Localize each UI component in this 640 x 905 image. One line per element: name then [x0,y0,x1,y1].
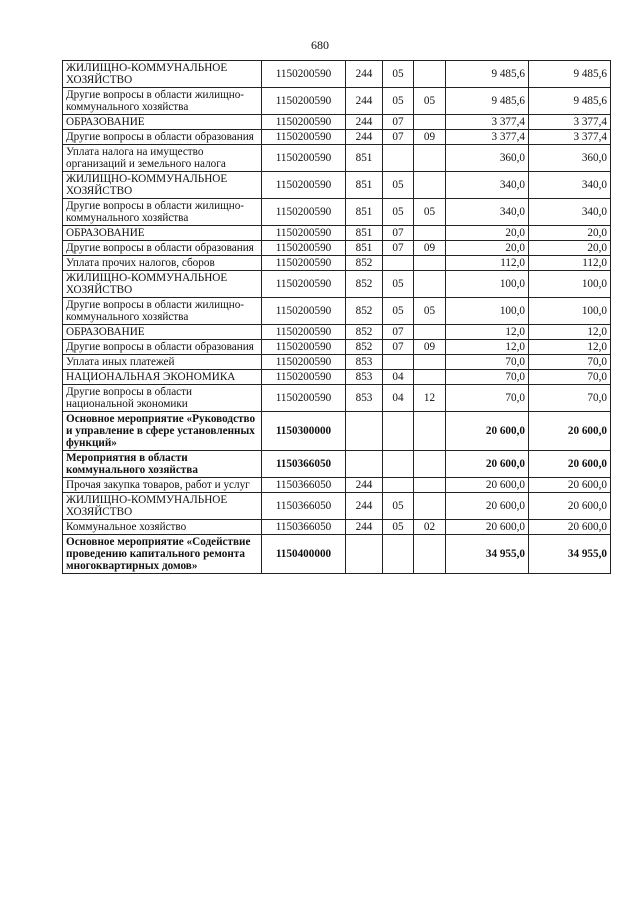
row-target-code: 1150366050 [262,451,346,478]
row-subsection [414,271,446,298]
row-subsection [414,535,446,574]
row-target-code: 1150366050 [262,478,346,493]
row-section: 04 [383,370,414,385]
row-amount-1: 20 600,0 [446,493,529,520]
row-amount-2: 20,0 [529,226,611,241]
row-amount-1: 34 955,0 [446,535,529,574]
row-expense-type [346,451,383,478]
row-amount-1: 12,0 [446,340,529,355]
table-row [63,61,611,88]
row-subsection: 05 [414,298,446,325]
row-amount-1: 360,0 [446,145,529,172]
row-subsection: 09 [414,130,446,145]
row-amount-2: 70,0 [529,355,611,370]
row-amount-2: 20 600,0 [529,493,611,520]
row-target-code: 1150200590 [262,199,346,226]
row-section: 05 [383,520,414,535]
row-name: Основное мероприятие «Содействие проведению капитального ремонта многоквартирных домов» [63,535,262,574]
row-expense-type: 853 [346,385,383,412]
row-expense-type: 852 [346,298,383,325]
row-subsection [414,493,446,520]
table-row [63,130,611,145]
row-amount-2: 112,0 [529,256,611,271]
row-section: 07 [383,130,414,145]
page-number: 680 [311,38,329,52]
row-name: ОБРАЗОВАНИЕ [63,325,262,340]
row-expense-type: 244 [346,130,383,145]
row-amount-1: 340,0 [446,199,529,226]
row-amount-2: 20 600,0 [529,451,611,478]
row-section [383,535,414,574]
row-amount-2: 340,0 [529,172,611,199]
row-amount-2: 9 485,6 [529,88,611,115]
row-amount-2: 9 485,6 [529,61,611,88]
row-name: ЖИЛИЩНО-КОММУНАЛЬНОЕ ХОЗЯЙСТВО [63,493,262,520]
row-target-code: 1150200590 [262,271,346,298]
table-row [63,478,611,493]
row-amount-1: 100,0 [446,271,529,298]
row-amount-2: 12,0 [529,340,611,355]
table-row [63,172,611,199]
row-amount-1: 20 600,0 [446,451,529,478]
row-target-code: 1150400000 [262,535,346,574]
row-expense-type: 852 [346,325,383,340]
row-target-code: 1150200590 [262,256,346,271]
row-expense-type: 244 [346,520,383,535]
table-row [63,115,611,130]
row-name: ОБРАЗОВАНИЕ [63,115,262,130]
table-row [63,451,611,478]
row-expense-type: 851 [346,172,383,199]
row-name: Другие вопросы в области жилищно-коммунального хозяйства [63,199,262,226]
row-name: Другие вопросы в области жилищно-коммунального хозяйства [63,298,262,325]
row-section: 07 [383,115,414,130]
row-section [383,412,414,451]
row-name: Уплата прочих налогов, сборов [63,256,262,271]
row-subsection: 05 [414,199,446,226]
row-amount-2: 3 377,4 [529,130,611,145]
table-row [63,88,611,115]
row-name: Мероприятия в области коммунального хозяйства [63,451,262,478]
row-name: ОБРАЗОВАНИЕ [63,226,262,241]
row-expense-type: 851 [346,145,383,172]
table-row [63,256,611,271]
table-row [63,298,611,325]
row-amount-1: 340,0 [446,172,529,199]
table-row [63,385,611,412]
row-amount-2: 12,0 [529,325,611,340]
row-target-code: 1150200590 [262,241,346,256]
row-expense-type: 852 [346,256,383,271]
row-section: 07 [383,340,414,355]
row-target-code: 1150366050 [262,493,346,520]
row-amount-2: 100,0 [529,271,611,298]
row-name: Другие вопросы в области образования [63,130,262,145]
row-expense-type: 853 [346,370,383,385]
row-section: 05 [383,172,414,199]
row-amount-2: 20,0 [529,241,611,256]
row-subsection [414,412,446,451]
row-expense-type: 851 [346,241,383,256]
row-amount-1: 70,0 [446,355,529,370]
row-amount-2: 100,0 [529,298,611,325]
table-row [63,325,611,340]
row-expense-type: 851 [346,199,383,226]
table-row [63,340,611,355]
row-amount-1: 70,0 [446,370,529,385]
row-target-code: 1150200590 [262,145,346,172]
budget-table [62,60,611,574]
table-row [63,241,611,256]
row-expense-type: 244 [346,61,383,88]
row-name: Другие вопросы в области национальной экономики [63,385,262,412]
row-name: Основное мероприятие «Руководство и управление в сфере установленных функций» [63,412,262,451]
row-name: Уплата налога на имущество организаций и земельного налога [63,145,262,172]
row-section: 05 [383,271,414,298]
row-amount-1: 9 485,6 [446,88,529,115]
row-amount-2: 20 600,0 [529,412,611,451]
row-section: 07 [383,325,414,340]
row-target-code: 1150200590 [262,298,346,325]
table-row [63,271,611,298]
row-target-code: 1150200590 [262,226,346,241]
table-row [63,199,611,226]
row-name: Уплата иных платежей [63,355,262,370]
row-amount-1: 20 600,0 [446,520,529,535]
row-amount-1: 20 600,0 [446,412,529,451]
row-amount-2: 70,0 [529,370,611,385]
row-section [383,478,414,493]
row-subsection [414,145,446,172]
row-subsection [414,226,446,241]
row-amount-2: 70,0 [529,385,611,412]
row-section: 07 [383,226,414,241]
row-subsection [414,115,446,130]
row-amount-2: 20 600,0 [529,478,611,493]
row-amount-2: 34 955,0 [529,535,611,574]
row-section: 04 [383,385,414,412]
row-expense-type: 244 [346,478,383,493]
row-amount-2: 20 600,0 [529,520,611,535]
row-subsection: 12 [414,385,446,412]
row-name: Другие вопросы в области образования [63,340,262,355]
row-section [383,145,414,172]
row-section [383,451,414,478]
row-target-code: 1150200590 [262,130,346,145]
row-section: 05 [383,493,414,520]
row-amount-1: 20,0 [446,226,529,241]
row-section: 05 [383,199,414,226]
row-target-code: 1150200590 [262,370,346,385]
row-target-code: 1150200590 [262,88,346,115]
row-expense-type: 851 [346,226,383,241]
row-target-code: 1150200590 [262,61,346,88]
row-amount-1: 100,0 [446,298,529,325]
row-expense-type [346,535,383,574]
row-subsection: 09 [414,340,446,355]
row-name: ЖИЛИЩНО-КОММУНАЛЬНОЕ ХОЗЯЙСТВО [63,271,262,298]
row-expense-type: 852 [346,271,383,298]
row-amount-1: 112,0 [446,256,529,271]
table-row [63,355,611,370]
row-amount-1: 3 377,4 [446,130,529,145]
row-subsection [414,325,446,340]
table-row [63,520,611,535]
row-name: Прочая закупка товаров, работ и услуг [63,478,262,493]
row-amount-2: 3 377,4 [529,115,611,130]
row-section: 05 [383,298,414,325]
table-row [63,145,611,172]
row-section: 05 [383,61,414,88]
row-subsection [414,172,446,199]
row-subsection [414,61,446,88]
row-name: ЖИЛИЩНО-КОММУНАЛЬНОЕ ХОЗЯЙСТВО [63,172,262,199]
row-amount-1: 12,0 [446,325,529,340]
table-row [63,535,611,574]
table-row [63,370,611,385]
row-subsection [414,256,446,271]
row-name: Другие вопросы в области жилищно-коммунального хозяйства [63,88,262,115]
row-amount-1: 20,0 [446,241,529,256]
row-section [383,355,414,370]
table-row [63,412,611,451]
row-subsection [414,478,446,493]
row-amount-1: 9 485,6 [446,61,529,88]
row-expense-type [346,412,383,451]
row-expense-type: 852 [346,340,383,355]
row-target-code: 1150200590 [262,325,346,340]
row-target-code: 1150200590 [262,340,346,355]
row-expense-type: 244 [346,115,383,130]
row-section: 05 [383,88,414,115]
row-expense-type: 244 [346,88,383,115]
row-expense-type: 853 [346,355,383,370]
row-amount-2: 340,0 [529,199,611,226]
row-target-code: 1150200590 [262,172,346,199]
row-subsection [414,451,446,478]
row-name: Другие вопросы в области образования [63,241,262,256]
row-target-code: 1150200590 [262,115,346,130]
row-amount-1: 70,0 [446,385,529,412]
table-row [63,493,611,520]
row-name: НАЦИОНАЛЬНАЯ ЭКОНОМИКА [63,370,262,385]
row-subsection [414,370,446,385]
row-subsection: 09 [414,241,446,256]
row-section [383,256,414,271]
row-subsection: 05 [414,88,446,115]
row-amount-2: 360,0 [529,145,611,172]
row-subsection [414,355,446,370]
row-section: 07 [383,241,414,256]
row-target-code: 1150366050 [262,520,346,535]
row-name: ЖИЛИЩНО-КОММУНАЛЬНОЕ ХОЗЯЙСТВО [63,61,262,88]
row-target-code: 1150200590 [262,355,346,370]
row-target-code: 1150300000 [262,412,346,451]
row-expense-type: 244 [346,493,383,520]
row-amount-1: 20 600,0 [446,478,529,493]
table-row [63,226,611,241]
row-name: Коммунальное хозяйство [63,520,262,535]
row-subsection: 02 [414,520,446,535]
row-amount-1: 3 377,4 [446,115,529,130]
row-target-code: 1150200590 [262,385,346,412]
